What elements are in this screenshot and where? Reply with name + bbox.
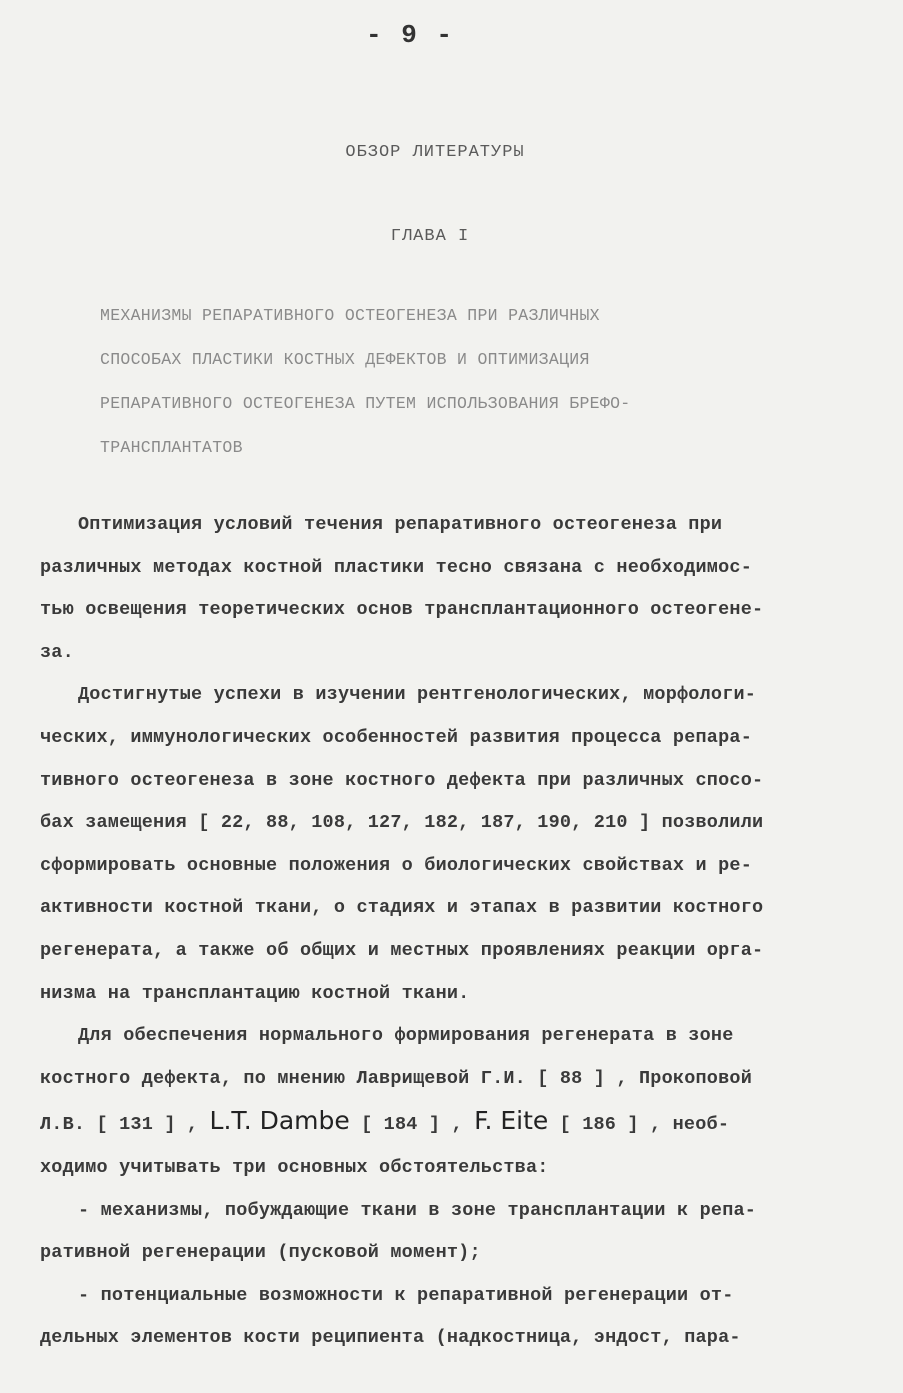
text-line: тивного остеогенеза в зоне костного дефекта при различных спосо- [40,769,764,791]
text-line: активности костной ткани, о стадиях и этапах в развитии костного [40,897,764,919]
text-line: - механизмы, побуждающие ткани в зоне трансплантации к репа- [78,1199,757,1221]
text-line: Достигнутые успехи в изучении рентгенологических, морфологи- [78,684,757,706]
handwritten-name: F. Eite [474,1106,549,1136]
page-number: - 9 - [365,20,454,50]
subtitle-line: ТРАНСПЛАНТАТОВ [100,438,243,457]
text-fragment: Л.В. [ 131 ] , [40,1114,210,1136]
subtitle-line: СПОСОБАХ ПЛАСТИКИ КОСТНЫХ ДЕФЕКТОВ И ОПТИМИЗАЦИЯ [100,350,590,369]
text-line: - потенциальные возможности к репаративной регенерации от- [78,1284,734,1306]
text-line: ческих, иммунологических особенностей развития процесса репара- [40,726,753,748]
subtitle-line: МЕХАНИЗМЫ РЕПАРАТИВНОГО ОСТЕОГЕНЕЗА ПРИ РАЗЛИЧНЫХ [100,306,600,325]
text-line: различных методах костной пластики тесно связана с необходимос- [40,556,753,578]
text-fragment: [ 186 ] , необ- [548,1114,730,1136]
text-line: костного дефекта, по мнению Лаврищевой Г.И. [ 88 ] , Прокоповой [40,1067,753,1089]
text-line: регенерата, а также об общих и местных проявлениях реакции орга- [40,939,764,961]
text-line: низма на трансплантацию костной ткани. [40,982,470,1004]
text-line: сформировать основные положения о биологических свойствах и ре- [40,854,753,876]
section-title: ОБЗОР ЛИТЕРАТУРЫ [345,143,525,162]
chapter-subtitle [100,294,780,470]
text-line: ходимо учитывать три основных обстоятельства: [40,1156,549,1178]
body-text [40,504,870,1360]
text-line-handwritten-names [40,1100,870,1147]
text-line: дельных элементов кости реципиента (надкостница, эндост, пара- [40,1327,741,1349]
text-line: за. [40,641,74,663]
chapter-title: ГЛАВА I [390,227,470,246]
text-line: Оптимизация условий течения репаративного остеогенеза при [78,514,723,535]
text-line: тью освещения теоретических основ трансплантационного остеогене- [40,599,764,621]
handwritten-name: L.T. Dambe [209,1106,350,1136]
text-line: ративной регенерации (пусковой момент); [40,1242,481,1264]
text-fragment: [ 184 ] , [349,1114,475,1136]
text-line: бах замещения [ 22, 88, 108, 127, 182, 187, 190, 210 ] позволили [40,812,764,834]
subtitle-line: РЕПАРАТИВНОГО ОСТЕОГЕНЕЗА ПУТЕМ ИСПОЛЬЗОВАНИЯ БРЕФО- [100,394,631,413]
text-line: Для обеспечения нормального формирования регенерата в зоне [78,1025,734,1047]
